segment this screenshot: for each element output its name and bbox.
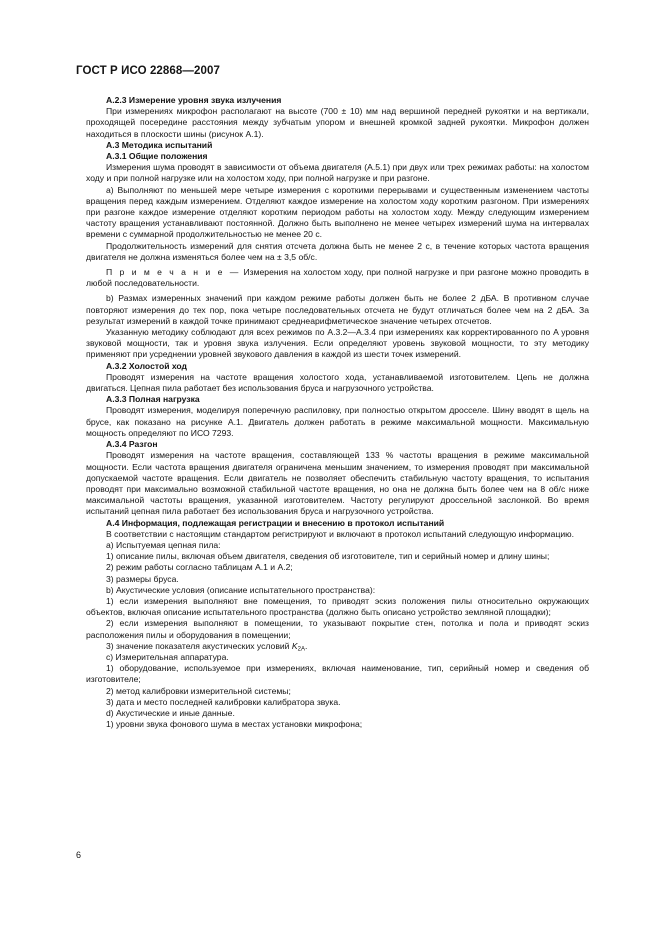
body-paragraph: b) Акустические условия (описание испытательного пространства): [106,584,376,595]
section-heading: А.3.3 Полная нагрузка [106,394,200,405]
document-header: ГОСТ Р ИСО 22868—2007 [76,65,221,77]
section-heading: А.3.2 Холостой ход [106,360,188,371]
body-paragraph: 2) режим работы согласно таблицам А.1 и А.2; [106,562,293,573]
body-paragraph: Проводят измерения на частоте вращения, составляющей 133 % частоты вращения в режиме максимальной мощности. Если частота вращения двигателя ограничена меньшим значением, то измерения проводят при максимальной допускаемой частоте вращения. Если двигатель не позволяет обеспечить стабильную частоту вращения, то испытания проводят при максимально возможной стабильной частоте вращения, но она не должна быть более чем на 8 об/с ниже максимальной частоты вращения, указанной изготовителем. Частоту регулируют дроссельной заслонкой. Во время испытаний цепная пила работает без использования бруса и нагрузочного устройства. [86,450,589,517]
body-paragraph: 3) размеры бруса. [106,573,179,584]
body-paragraph: 1) уровни звука фонового шума в местах установки микрофона; [106,719,363,730]
body-paragraph: а) Испытуемая цепная пила: [106,539,221,550]
body-paragraph: При измерениях микрофон располагают на высоте (700 ± 10) мм над вершиной передней рукоятки и на вертикали, проходящей посередине расстояния между зубчатым упором и внешней кромкой задней рукоятки. Микрофон должен находиться в плоскости шины (рисунок А.1). [86,106,589,139]
body-paragraph: 1) оборудование, используемое при измерениях, включая наименование, тип, серийный номер и сведения об изготовителе; [86,663,589,685]
paragraph-text: 3) значение показателя акустических условий [106,640,292,651]
body-paragraph: 1) описание пилы, включая объем двигателя, сведения об изготовителе, тип и серийный номер и длину шины; [106,551,550,562]
section-heading: А.3.1 Общие положения [106,151,208,162]
symbol-k: K [291,640,298,651]
body-paragraph [86,641,589,652]
body-paragraph: 1) если измерения выполняют вне помещения, то приводят эскиз положения пилы относительно окружающих объектов, включая описание испытательного пространства (должно быть описано устройство земляной площадки); [86,595,589,618]
body-paragraph: Продолжительность измерений для снятия отсчета должна быть не менее 2 с, в течение которых частота вращения двигателя не должна изменяться более чем на ± 3,5 об/с. [86,240,589,262]
body-paragraph: Проводят измерения, моделируя поперечную распиловку, при полностью открытом дросселе. Шину вводят в щель на брусе, как показано на рисунке А.1. Двигатель должен работать в режиме максимальной мощности. Максимальную мощность определяют по ИСО 7293. [86,405,589,438]
section-heading: А.3 Методика испытаний [106,139,213,150]
body-paragraph: Указанную методику соблюдают для всех режимов по А.3.2—А.3.4 при измерениях как корректированного по A уровня звуковой мощности, так и уровня звука излучения. Если определяют уровень звуковой мощности, то эту методику применяют при усреднении уровней звукового давления в каждой из шести точек измерений. [86,327,589,360]
body-paragraph: c) Измерительная аппаратура. [106,651,229,662]
section-heading: А.4 Информация, подлежащая регистрации и внесению в протокол испытаний [106,517,445,528]
body-paragraph: d) Акустические и иные данные. [106,707,235,718]
note-label: П р и м е ч а н и е — [106,267,241,278]
document-body [86,95,589,730]
body-paragraph: В соответствии с настоящим стандартом регистрируют и включают в протокол испытаний следующую информацию. [106,528,574,539]
section-heading: А.3.4 Разгон [106,439,158,450]
body-paragraph: а) Выполняют по меньшей мере четыре измерения с короткими перерывами и существенным изменением частоты вращения перед каждым измерением. Отделяют каждое измерение на холостом ходу коротким разгоном. При измерениях при разгоне каждое измерение отделяют коротким периодом работы на холостом ходу. Между следующим измерением частоту вращения устанавливают постоянной. Должно быть выполнено не менее четырех измерений шума на интервалах времени с суммарной продолжительностью не менее 20 с. [86,184,589,240]
note-text: Измерения на холостом ходу, при полной нагрузке и при разгоне можно проводить в любой последовательности. [86,267,589,289]
body-paragraph: 2) метод калибровки измерительной системы; [106,685,291,696]
body-paragraph: Проводят измерения на частоте вращения холостого хода, устанавливаемой изготовителем. Цепь не должна двигаться. Цепная пила работает без использования бруса и нагрузочного устройства. [86,371,589,394]
body-paragraph: 2) если измерения выполняют в помещении, то указывают покрытие стен, потолка и пола и приводят эскиз расположения пилы и оборудования в помещении; [86,618,589,640]
symbol-subscript: 2A [297,646,305,653]
body-paragraph: 3) дата и место последней калибровки калибратора звука. [106,696,341,707]
body-paragraph: b) Размах измеренных значений при каждом режиме работы должен быть не более 2 дБА. В противном случае повторяют измерения до тех пор, пока четыре последовательных отсчета не будут отличаться более чем на 2 дБА. За результат измерений в каждой точке принимают среднеарифметическое значение четырех отсчетов. [86,293,589,326]
note-paragraph [86,267,589,289]
body-paragraph: Измерения шума проводят в зависимости от объема двигателя (А.5.1) при двух или трех режимах работы: на холостом ходу и при полной нагрузке или на холостом ходу, при полной нагрузке и при разгоне. [86,162,589,184]
section-heading: А.2.3 Измерение уровня звука излучения [106,95,282,105]
page-number: 6 [76,850,82,860]
paragraph-tail: . [304,640,308,651]
